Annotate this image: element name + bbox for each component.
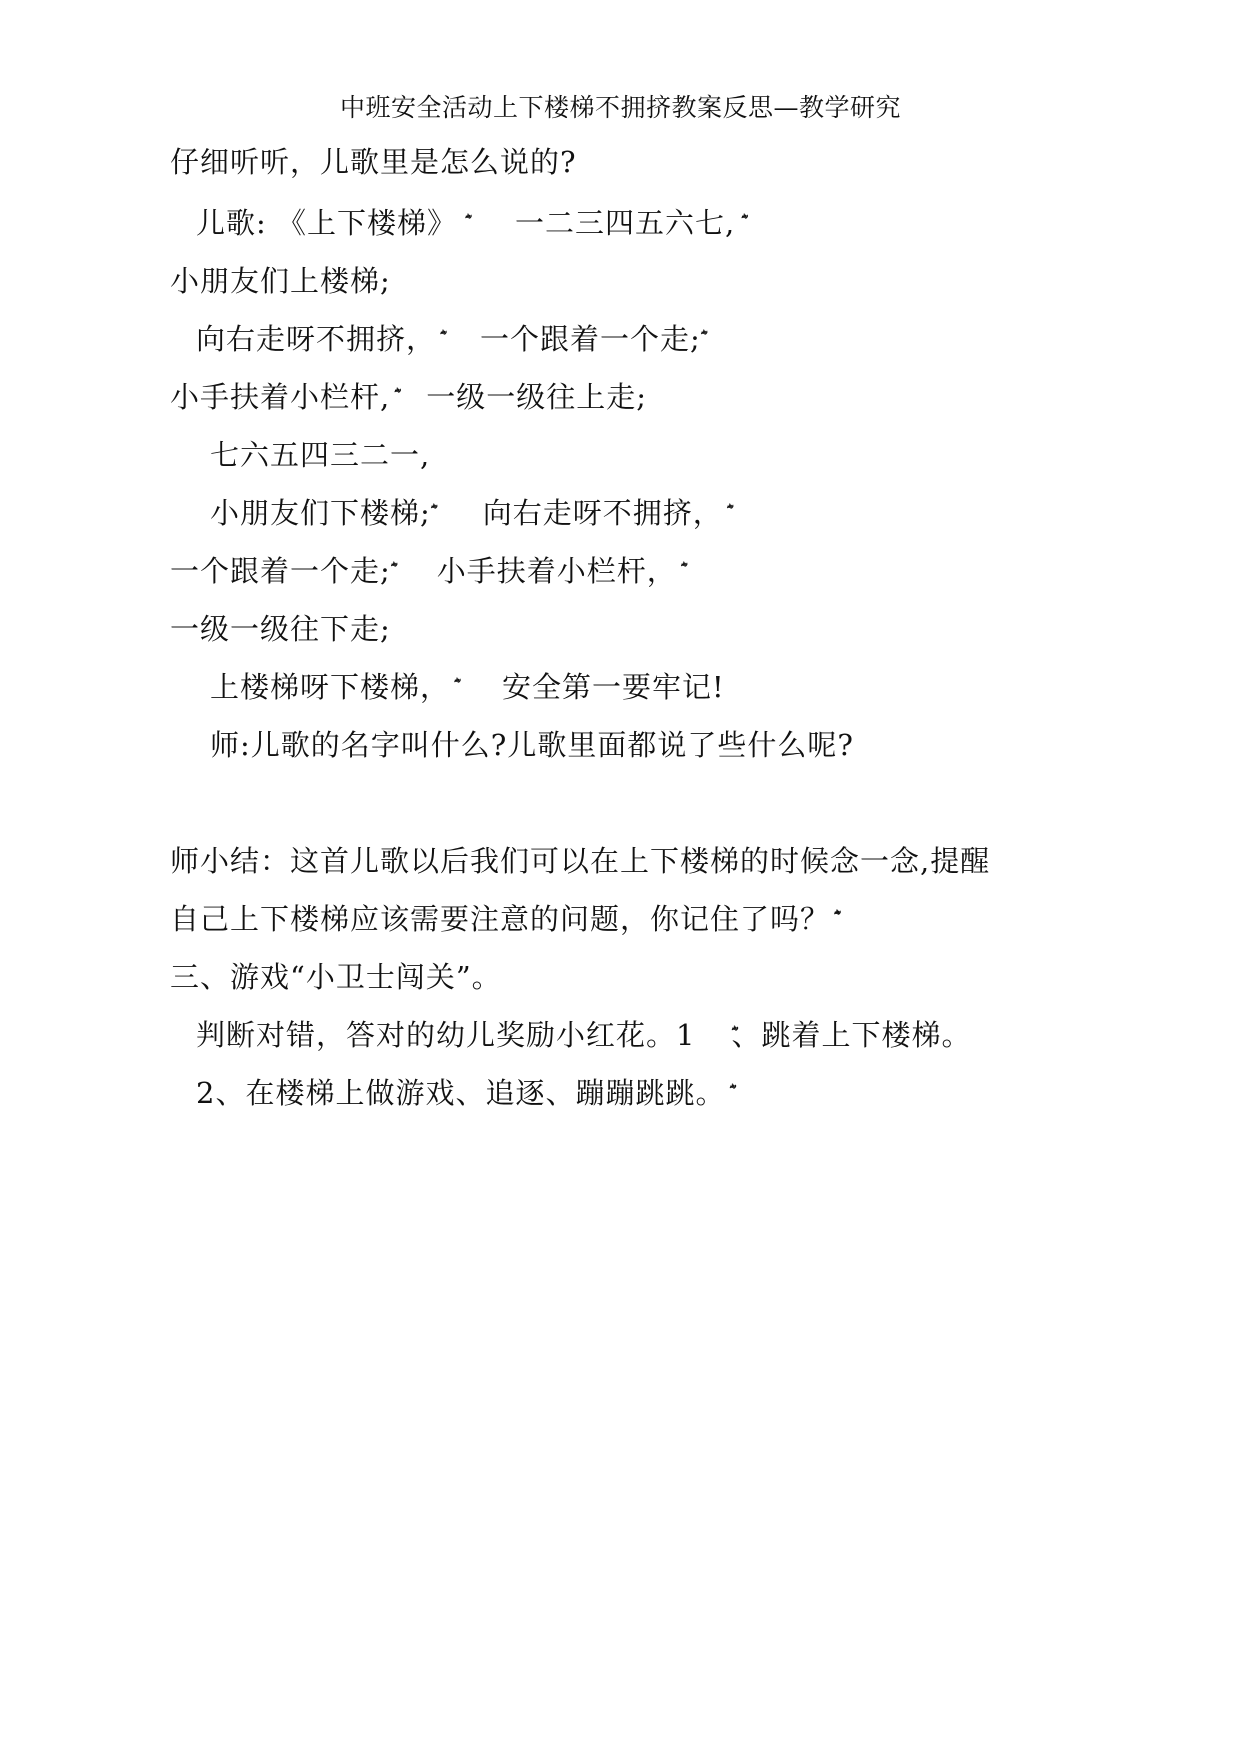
- text-line: [170, 551, 681, 593]
- intro-text: 仔细听听，儿歌里是怎么说的?: [170, 145, 577, 179]
- text-line: [170, 957, 502, 997]
- verse-line: 安全第一要牢记!: [502, 670, 725, 704]
- teacher-summary: 师小结：这首儿歌以后我们可以在上下楼梯的时候念一念,提醒: [170, 844, 991, 878]
- text-line: [210, 435, 430, 475]
- verse-line: 一级一级往上走;: [426, 380, 647, 414]
- verse-line: 七六五四三二一,: [210, 438, 431, 472]
- verse-line: 小朋友们上楼梯;: [170, 264, 391, 298]
- verse-line: 小手扶着小栏杆,: [170, 380, 391, 414]
- teacher-question: 师:儿歌的名字叫什么?儿歌里面都说了些什么呢?: [210, 728, 854, 762]
- game-item: 、跳着上下楼梯。: [731, 1018, 972, 1052]
- page-title: 中班安全活动上下楼梯不拥挤教案反思—教学研究: [339, 93, 901, 122]
- verse-line: 向右走呀不拥挤，: [196, 322, 437, 356]
- game-item: 2、在楼梯上做游戏、追逐、蹦蹦跳跳。: [196, 1076, 726, 1110]
- text-line: [196, 1073, 729, 1115]
- game-instruction: 判断对错，答对的幼儿奖励小红花。1: [196, 1018, 696, 1052]
- verse-line: 一个跟着一个走;: [170, 554, 391, 588]
- text-line: [196, 319, 701, 361]
- text-line: [196, 1015, 971, 1057]
- text-line: [170, 142, 577, 182]
- text-line: [170, 841, 990, 881]
- verse-line: 小手扶着小栏杆，: [436, 554, 677, 588]
- verse-line: 一二三四五六七,: [515, 206, 736, 240]
- verse-line: 一个跟着一个走;: [480, 322, 701, 356]
- verse-line: 向右走呀不拥挤，: [482, 496, 723, 530]
- text-line: [210, 667, 725, 709]
- verse-line: 小朋友们下楼梯;: [210, 496, 431, 530]
- text-line: [170, 609, 391, 649]
- text-line: [170, 261, 391, 301]
- verse-line: 上楼梯呀下楼梯，: [210, 670, 451, 704]
- text-line: [196, 203, 741, 245]
- teacher-summary: 自己上下楼梯应该需要注意的问题，你记住了吗？: [170, 902, 831, 936]
- text-line: [170, 377, 647, 419]
- text-line: [170, 899, 834, 941]
- song-title: 儿歌: 《上下楼梯》: [196, 206, 457, 240]
- verse-line: 一级一级往下走;: [170, 612, 391, 646]
- text-line: [210, 493, 727, 535]
- section-heading: 三、游戏“小卫士闯关”。: [170, 960, 502, 994]
- text-line: [210, 725, 854, 765]
